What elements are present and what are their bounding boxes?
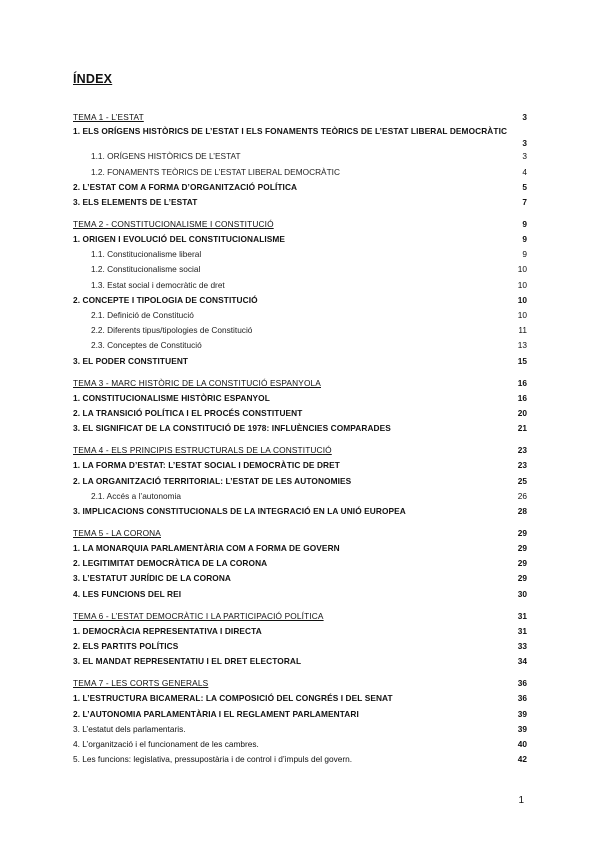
toc-section-entry [73,556,527,571]
toc-entry-page: 4 [522,166,527,177]
toc-entry-page: 31 [517,625,527,636]
toc-entry-label: 2. L’AUTONOMIA PARLAMENTÀRIA I EL REGLAMENT PARLAMENTARI [73,708,359,719]
toc-subsection-entry [73,164,527,179]
toc-entry-label: 2. ELS PARTITS POLÍTICS [73,641,179,652]
toc-entry-label: 2.1. Accés a l’autonomia [91,490,181,501]
toc-entry-page: 7 [522,196,527,207]
toc-subsection-entry [73,262,527,277]
toc-chapter-entry [73,609,527,624]
toc-section-entry [73,195,527,210]
toc-entry-page: 39 [517,708,527,719]
toc-section-entry [73,421,527,436]
toc-entry-label: 3. EL PODER CONSTITUENT [73,355,189,366]
toc-entry-label: 3. ELS ELEMENTS DE L’ESTAT [73,196,198,207]
toc-section-entry [73,639,527,654]
toc-entry-page: 9 [522,249,527,260]
toc-entry-label: 3. EL MANDAT REPRESENTATIU I EL DRET ELECTORAL [73,656,302,667]
toc-entry-page: 29 [517,543,527,554]
toc-entry-page: 42 [517,754,527,765]
toc-section-entry [73,125,527,149]
toc-section-entry [73,721,527,736]
toc-chapter-entry [73,217,527,232]
toc-entry-label: 2. LEGITIMITAT DEMOCRÀTICA DE LA CORONA [73,558,268,569]
toc-section-entry [73,232,527,247]
toc-section-entry [73,691,527,706]
toc-section-entry [73,654,527,669]
toc-entry-label: 3. L’ESTATUT JURÍDIC DE LA CORONA [73,573,232,584]
toc-entry-page: 9 [522,234,527,245]
toc-entry-page: 16 [517,377,527,388]
toc-entry-label: 1. LA FORMA D’ESTAT: L’ESTAT SOCIAL I DEMOCRÀTIC DE DRET [73,460,340,471]
toc-entry-page: 39 [517,723,527,734]
page-number: 1 [518,795,524,806]
toc-entry-page: 40 [517,738,527,749]
toc-entry-label: TEMA 2 - CONSTITUCIONALISME I CONSTITUCIÓ [73,219,274,229]
toc-entry-label: 1. DEMOCRÀCIA REPRESENTATIVA I DIRECTA [73,625,262,636]
toc-section-entry [73,706,527,721]
toc-section-entry [73,353,527,368]
toc-subsection-entry [73,338,527,353]
toc-entry-page: 36 [517,678,527,689]
toc-entry-label: 2. L’ESTAT COM A FORMA D’ORGANITZACIÓ POLÍTICA [73,181,298,192]
toc-entry-label: 2.1. Definició de Constitució [91,310,194,321]
toc-chapter-entry [73,526,527,541]
toc-entry-label: 1.1. Constitucionalisme liberal [91,249,202,260]
toc-entry-label: TEMA 5 - LA CORONA [73,528,161,538]
toc-section-entry [73,586,527,601]
toc-section-entry [73,541,527,556]
toc-chapter-entry [73,375,527,390]
toc-entry-label: 1. ORIGEN I EVOLUCIÓ DEL CONSTITUCIONALISME [73,234,286,245]
table-of-contents [73,110,527,767]
toc-entry-page: 33 [517,641,527,652]
toc-section-entry [73,179,527,194]
index-title: ÍNDEX [73,72,113,86]
toc-chapter-entry [73,443,527,458]
toc-entry-label: TEMA 6 - L’ESTAT DEMOCRÀTIC I LA PARTICIPACIÓ POLÍTICA [73,610,324,621]
toc-entry-page: 9 [522,219,527,229]
toc-entry-page: 21 [517,423,527,434]
toc-entry-page: 20 [517,407,527,418]
toc-entry-label: 2.3. Conceptes de Constitució [91,340,202,351]
toc-entry-page: 29 [517,573,527,584]
toc-section-entry [73,390,527,405]
toc-entry-page: 23 [517,460,527,471]
toc-subsection-entry [73,247,527,262]
toc-entry-page: 15 [517,355,527,366]
toc-entry-label: 3. L’estatut dels parlamentaris. [73,723,186,734]
toc-entry-page: 5 [522,181,527,192]
toc-section-entry [73,624,527,639]
toc-entry-page: 11 [518,325,527,336]
toc-entry-label: 3. EL SIGNIFICAT DE LA CONSTITUCIÓ DE 1978: INFLUÈNCIES COMPARADES [73,423,391,434]
toc-entry-page: 3 [522,137,527,148]
toc-entry-label: 4. L’organització i el funcionament de les cambres. [73,738,259,749]
toc-section-entry [73,473,527,488]
toc-entry-label: 3. IMPLICACIONS CONSTITUCIONALS DE LA INTEGRACIÓ EN LA UNIÓ EUROPEA [73,505,406,516]
toc-entry-label: 2.2. Diferents tipus/tipologies de Constitució [91,325,253,336]
toc-entry-label: 2. LA ORGANITZACIÓ TERRITORIAL: L’ESTAT DE LES AUTONOMIES [73,475,352,486]
toc-chapter-entry [73,110,527,125]
toc-entry-label: 1. L’ESTRUCTURA BICAMERAL: LA COMPOSICIÓ DEL CONGRÉS I DEL SENAT [73,693,393,704]
toc-section-entry [73,504,527,519]
toc-entry-page: 36 [517,693,527,704]
toc-entry-page: 29 [517,558,527,569]
toc-entry-label: 2. LA TRANSICIÓ POLÍTICA I EL PROCÉS CONSTITUENT [73,407,303,418]
toc-entry-label: 1.1. ORÍGENS HISTÒRICS DE L’ESTAT [91,151,241,162]
toc-entry-label: 1.2. Constitucionalisme social [91,264,201,275]
toc-entry-label: 1. CONSTITUCIONALISME HISTÒRIC ESPANYOL [73,392,270,403]
toc-section-entry [73,737,527,752]
toc-chapter-entry [73,676,527,691]
toc-entry-page: 28 [517,505,527,516]
toc-entry-page: 3 [522,151,527,162]
toc-entry-label: 1. ELS ORÍGENS HISTÒRICS DE L’ESTAT I ELS FONAMENTS TEÒRICS DE L’ESTAT LIBERAL DEMOCRÀTIC [73,126,508,136]
toc-entry-page: 3 [522,112,527,123]
toc-entry-label: TEMA 1 - L’ESTAT [73,112,144,123]
toc-subsection-entry [73,308,527,323]
toc-entry-label: 1.3. Estat social i democràtic de dret [91,279,225,290]
toc-subsection-entry [73,149,527,164]
toc-entry-page: 10 [517,279,527,290]
toc-section-entry [73,571,527,586]
toc-entry-page: 34 [517,656,527,667]
toc-section-entry [73,406,527,421]
toc-entry-label: TEMA 4 - ELS PRINCIPIS ESTRUCTURALS DE LA CONSTITUCIÓ [73,445,332,456]
toc-entry-label: TEMA 7 - LES CORTS GENERALS [73,678,209,689]
toc-entry-page: 29 [517,528,527,538]
toc-entry-page: 16 [517,392,527,403]
toc-entry-page: 10 [517,310,527,321]
toc-section-entry [73,458,527,473]
toc-subsection-entry [73,488,527,503]
toc-entry-page: 30 [517,588,527,599]
toc-entry-page: 31 [517,610,527,621]
toc-entry-page: 10 [517,264,527,275]
toc-entry-page: 13 [517,340,527,351]
toc-entry-page: 26 [517,490,527,501]
toc-entry-label: 1. LA MONARQUIA PARLAMENTÀRIA COM A FORMA DE GOVERN [73,543,340,554]
toc-section-entry [73,752,527,767]
toc-entry-label: 5. Les funcions: legislativa, pressupostària i de control i d’impuls del govern. [73,754,353,765]
toc-entry-label: 1.2. FONAMENTS TEÒRICS DE L’ESTAT LIBERAL DEMOCRÀTIC [91,166,340,177]
toc-entry-page: 23 [517,445,527,456]
toc-subsection-entry [73,277,527,292]
toc-entry-page: 25 [517,475,527,486]
toc-subsection-entry [73,323,527,338]
toc-entry-label: 2. CONCEPTE I TIPOLOGIA DE CONSTITUCIÓ [73,294,258,305]
toc-entry-label: 4. LES FUNCIONS DEL REI [73,588,182,599]
toc-entry-page: 10 [517,294,527,305]
toc-section-entry [73,293,527,308]
toc-entry-label: TEMA 3 - MARC HISTÒRIC DE LA CONSTITUCIÓ ESPANYOLA [73,377,321,388]
